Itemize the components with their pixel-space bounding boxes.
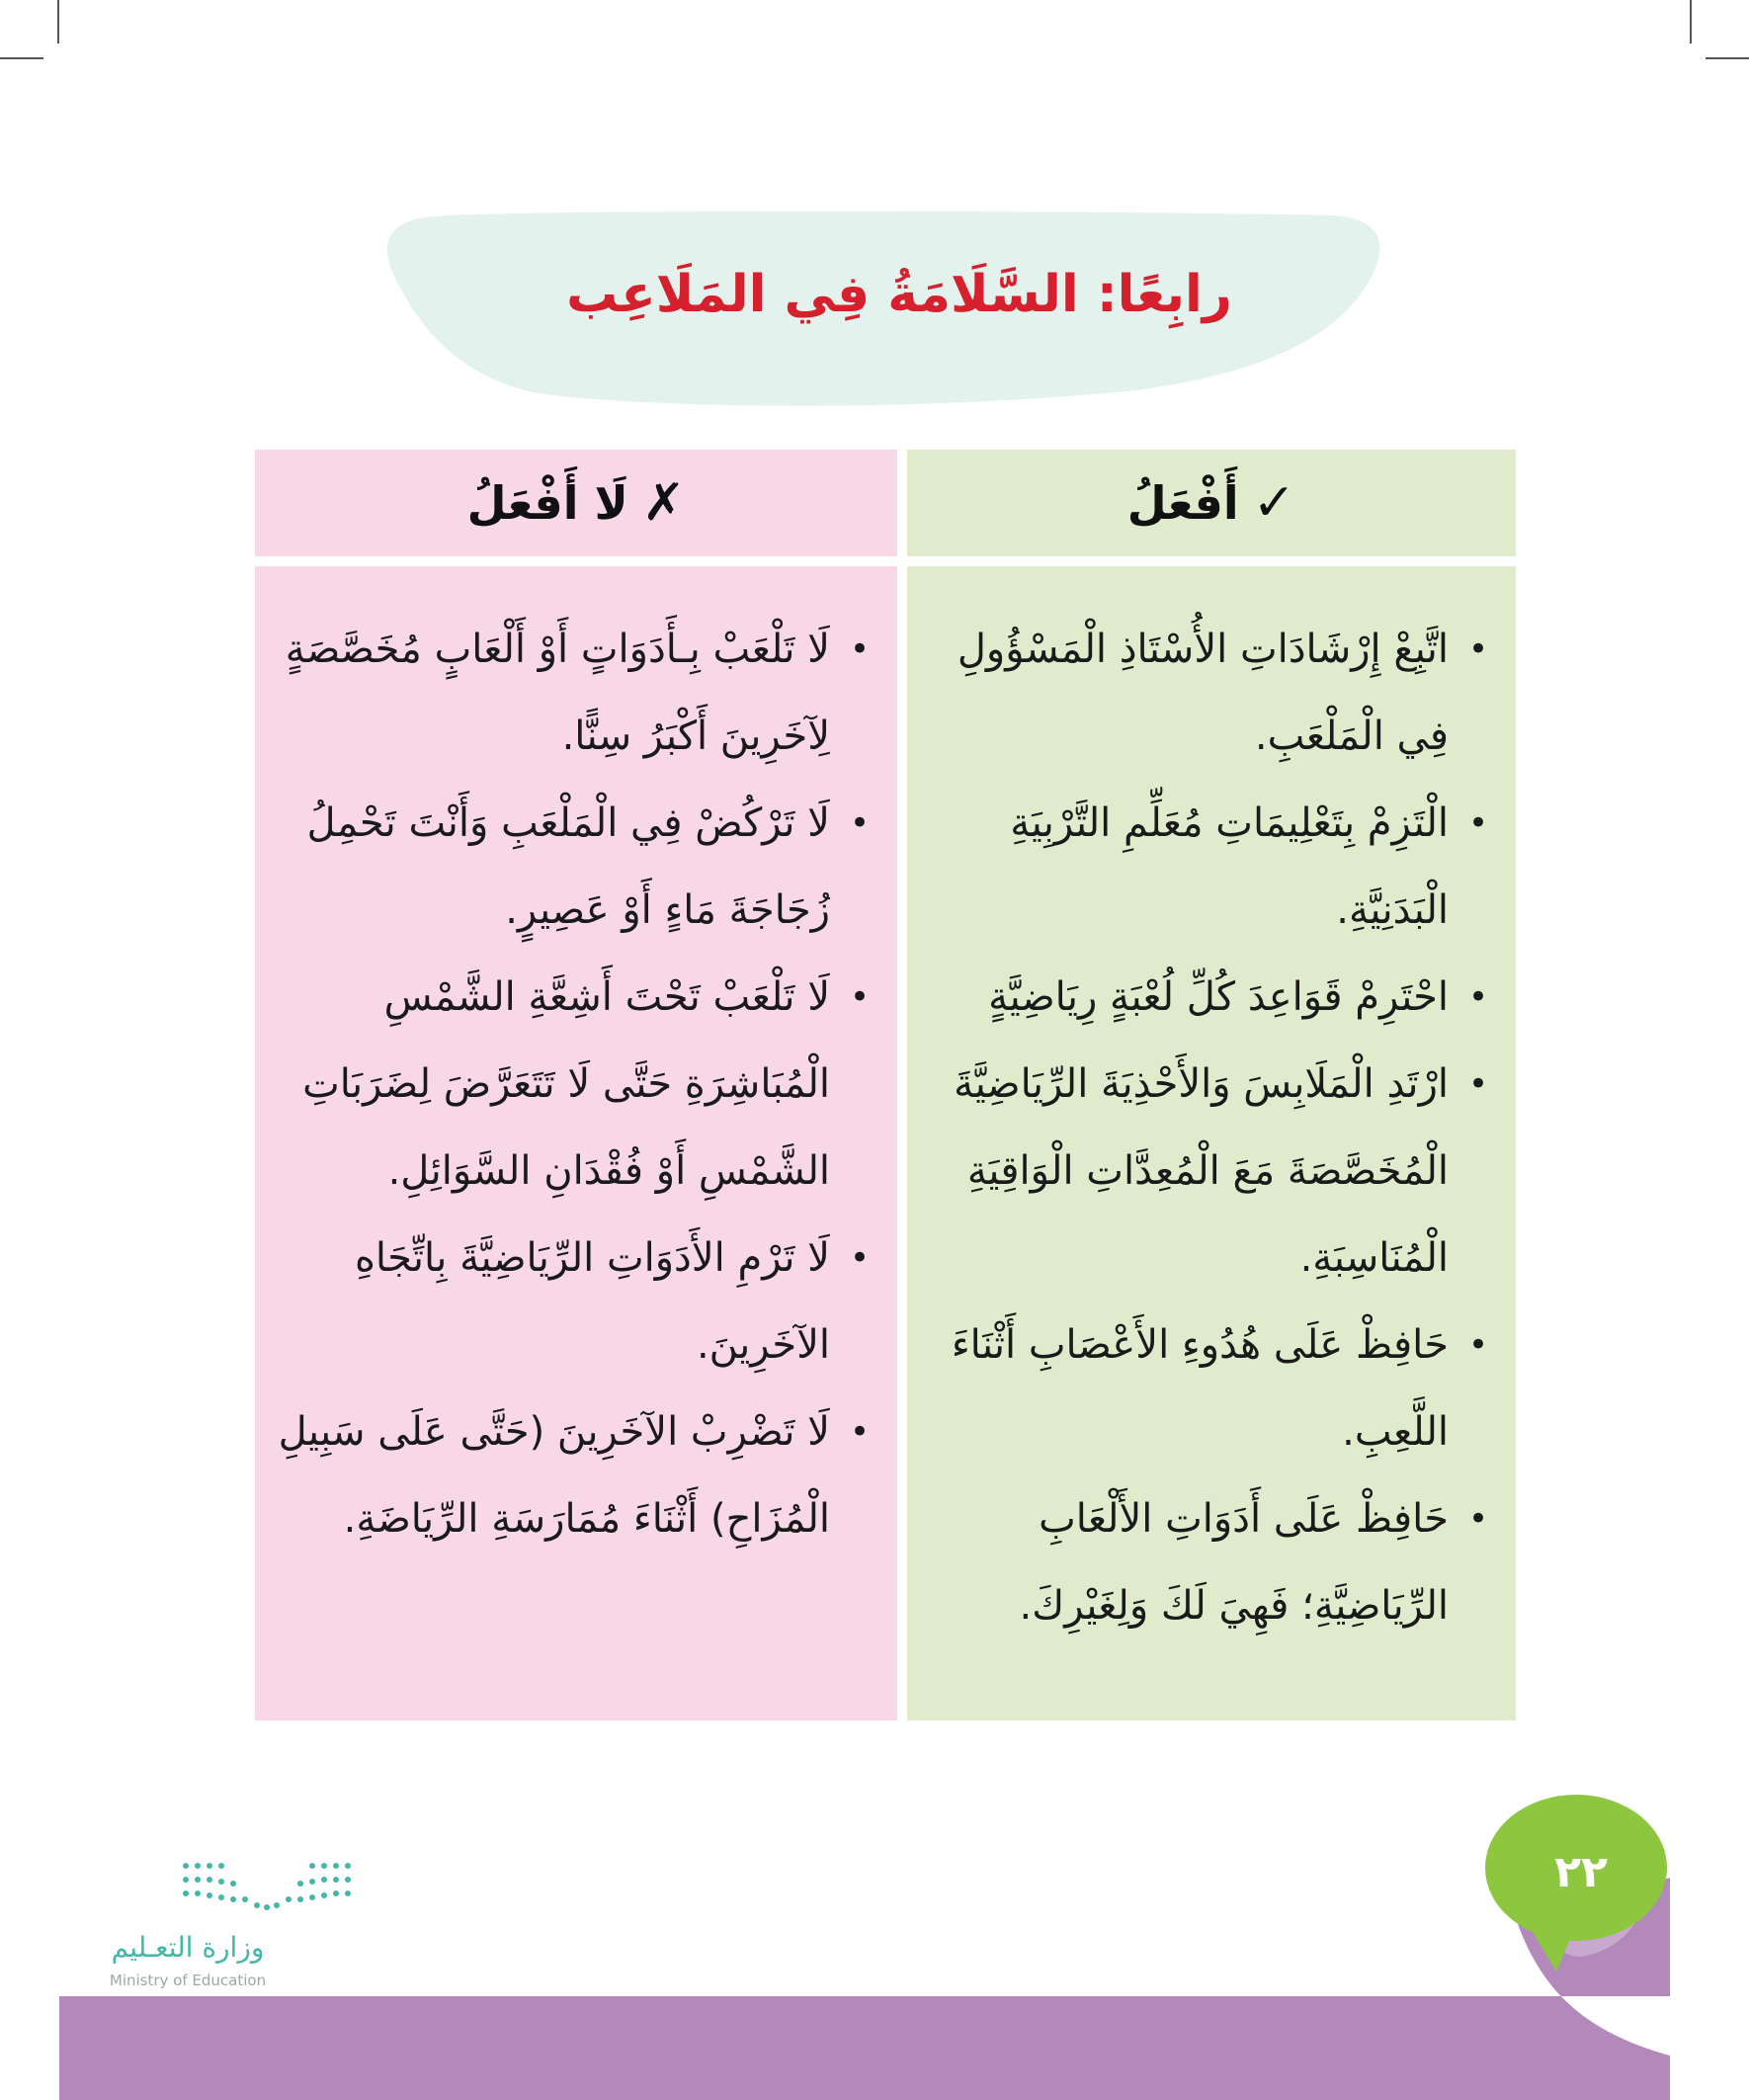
bullet-icon: • bbox=[849, 630, 870, 669]
page-title: رابِعًا: السَّلَامَةُ فِي المَلَاعِب bbox=[566, 265, 1232, 324]
do-column-title: أَفْعَلُ bbox=[1126, 476, 1239, 530]
bullet-icon: • bbox=[1467, 977, 1488, 1017]
do-list bbox=[907, 606, 1516, 1649]
checkmark-icon: ✓ bbox=[1252, 473, 1296, 533]
title-banner bbox=[0, 0, 1749, 415]
cross-icon: ✗ bbox=[641, 473, 686, 533]
do-column-header bbox=[907, 450, 1516, 556]
bullet-icon: • bbox=[849, 1412, 870, 1452]
list-item: • لَا تَرْكُضْ فِي الْمَلْعَبِ وَأَنْتَ تَحْمِلُ زُجَاجَةَ مَاءٍ أَوْ عَصِيرٍ. bbox=[255, 780, 897, 954]
bullet-icon: • bbox=[849, 1238, 870, 1278]
bullet-icon: • bbox=[849, 803, 870, 843]
bullet-icon: • bbox=[849, 977, 870, 1017]
list-item: • لَا تَرْمِ الأَدَوَاتِ الرِّيَاضِيَّةَ بِاتِّجَاهِ الآخَرِينَ. bbox=[255, 1215, 897, 1388]
list-item: • حَافِظْ عَلَى هُدُوءِ الأَعْصَابِ أَثْنَاءَ اللَّعِبِ. bbox=[907, 1302, 1516, 1475]
dont-column-body bbox=[255, 566, 897, 1721]
ministry-logo-text-ar: وزارة التعـليم bbox=[111, 1931, 265, 1964]
list-item: • الْتَزِمْ بِتَعْلِيمَاتِ مُعَلِّمِ التَّرْبِيَةِ الْبَدَنِيَّةِ. bbox=[907, 780, 1516, 954]
dont-column-header bbox=[255, 450, 897, 556]
bullet-icon: • bbox=[1467, 803, 1488, 843]
do-column-body bbox=[907, 566, 1516, 1721]
bullet-icon: • bbox=[1467, 1325, 1488, 1365]
dont-column-title: لَا أَفْعَلُ bbox=[466, 476, 628, 530]
ministry-logo-dots-icon bbox=[178, 1858, 356, 1917]
dont-list bbox=[255, 606, 897, 1562]
bullet-icon: • bbox=[1467, 630, 1488, 669]
page-number: ٢٢ bbox=[1554, 1847, 1608, 1897]
ministry-logo-text-en: Ministry of Education bbox=[109, 1972, 267, 1989]
list-item: • ارْتَدِ الْمَلَابِسَ وَالأَحْذِيَةَ الرِّيَاضِيَّةَ الْمُخَصَّصَةَ مَعَ الْمُعِدَّاتِ الْوَاقِيَةِ الْمُنَاسِبَةِ. bbox=[907, 1041, 1516, 1302]
list-item: • احْتَرِمْ قَوَاعِدَ كُلِّ لُعْبَةٍ رِيَاضِيَّةٍ bbox=[907, 954, 1516, 1041]
list-item: • لَا تَضْرِبْ الآخَرِينَ (حَتَّى عَلَى سَبِيلِ الْمُزَاحِ) أَثْنَاءَ مُمَارَسَةِ الرِّيَاضَةِ. bbox=[255, 1388, 897, 1562]
list-item: • حَافِظْ عَلَى أَدَوَاتِ الأَلْعَابِ الرِّيَاضِيَّةِ؛ فَهِيَ لَكَ وَلِغَيْرِكَ. bbox=[907, 1475, 1516, 1649]
list-item: • اتَّبِعْ إِرْشَادَاتِ الأُسْتَاذِ الْمَسْؤُولِ فِي الْمَلْعَبِ. bbox=[907, 606, 1516, 780]
list-item: • لَا تَلْعَبْ بِـأَدَوَاتٍ أَوْ أَلْعَابٍ مُخَصَّصَةٍ لِآخَرِينَ أَكْبَرُ سِنًّا. bbox=[255, 606, 897, 780]
bullet-icon: • bbox=[1467, 1064, 1488, 1104]
bullet-icon: • bbox=[1467, 1499, 1488, 1539]
list-item: • لَا تَلْعَبْ تَحْتَ أَشِعَّةِ الشَّمْسِ الْمُبَاشِرَةِ حَتَّى لَا تَتَعَرَّضَ لِضَرَبَاتِ الشَّمْسِ أَوْ فُقْدَانِ السَّوَائِلِ. bbox=[255, 954, 897, 1215]
